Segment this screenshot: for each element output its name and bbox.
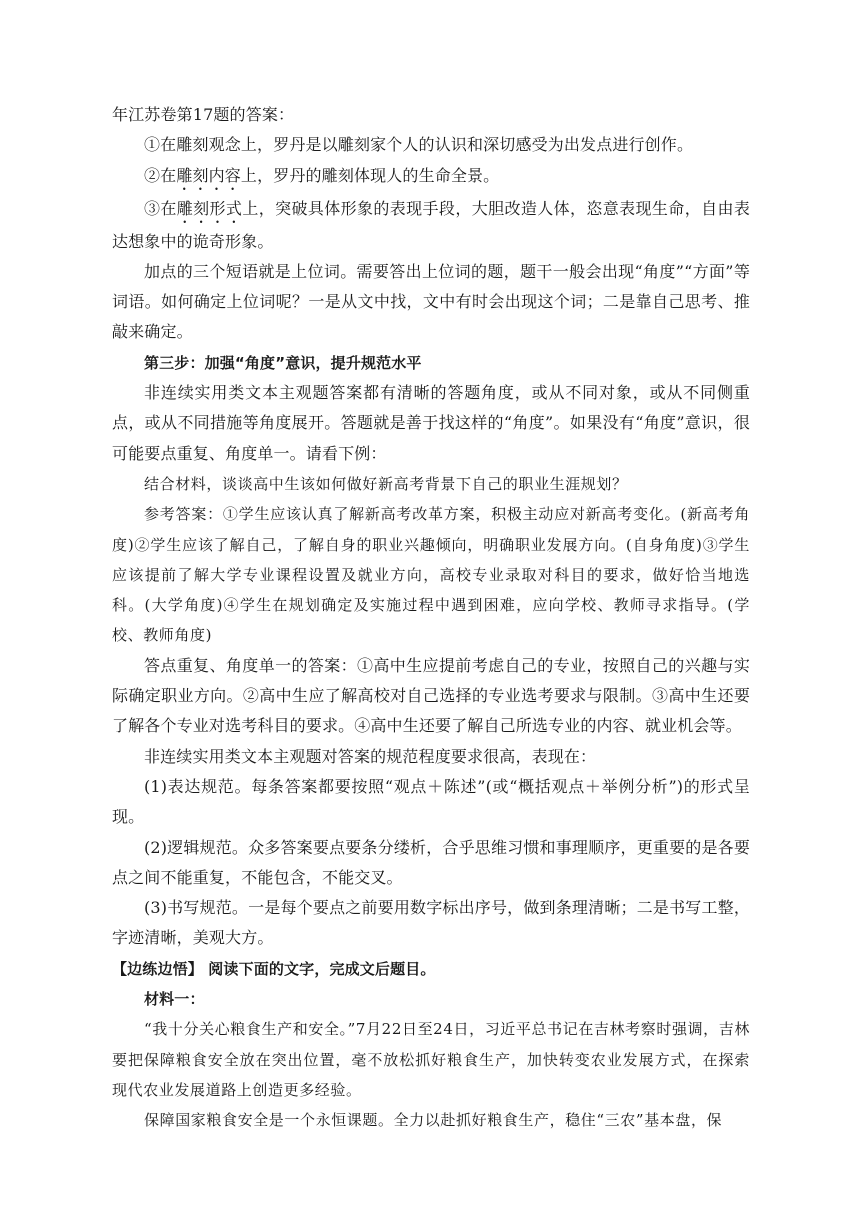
- standard-writing: (3)书写规范。一是每个要点之前要用数字标出序号，做到条理清晰；二是书写工整，字迹清晰，美观大方。: [112, 898, 750, 948]
- answer-point-2: ②在雕刻内容上，罗丹的雕刻体现人的生命全景。: [144, 165, 500, 185]
- practice-heading: 【边练边悟】 阅读下面的文字，完成文后题目。: [112, 959, 436, 978]
- material-one-paragraph-2: 保障国家粮食安全是一个永恒课题。全力以赴抓好粮食生产，稳住“三农”基本盘，保: [144, 1111, 723, 1130]
- emphasized-term: 雕刻内容: [176, 165, 241, 185]
- section-heading-step3: 第三步：加强“角度”意识，提升规范水平: [144, 353, 422, 372]
- standard-expression: (1)表达规范。每条答案都要按照“观点＋陈述”(或“概括观点＋举例分析”)的形式呈现。: [112, 776, 750, 827]
- bad-answer-example: 答点重复、角度单一的答案：①高中生应提前考虑自己的专业，按照自己的兴趣与实际确定职业方向。②高中生应了解高校对自己选择的专业选考要求与限制。③高中生还要了解各个专业对选考科目的要求。④高中生还要了解自己所选专业的内容、就业机会等。: [112, 655, 750, 736]
- emphasized-term: 雕刻形式: [176, 198, 243, 218]
- answer-point-3: ③在雕刻形式上，突破具体形象的表现手段，大胆改造人体，恣意表现生命，自由表达想象中的诡奇形象。: [112, 198, 750, 251]
- answer-point-1: ①在雕刻观念上，罗丹是以雕刻家个人的认识和深切感受为出发点进行创作。: [144, 135, 694, 155]
- material-one-paragraph-1: “我十分关心粮食生产和安全。”7月22日至24日，习近平总书记在吉林考察时强调，吉林要把保障粮食安全放在突出位置，毫不放松抓好粮食生产，加快转变农业发展方式，在探索现代农业发展道路上创造更多经验。: [112, 1020, 750, 1099]
- example-question: 结合材料，谈谈高中生该如何做好新高考背景下自己的职业生涯规划？: [144, 474, 628, 493]
- reference-answer: 参考答案：①学生应该认真了解新高考改革方案，积极主动应对新高考变化。(新高考角度)②学生应该了解自己，了解自身的职业兴趣倾向，明确职业发展方向。(自身角度)③学生应该提前了解大学专业课程设置及就业方向，高校专业录取对科目的要求，做好恰当地选科。(大学角度)④学生在规划确定及实施过程中遇到困难，应向学校、教师寻求指导。(学校、教师角度): [112, 505, 750, 645]
- paragraph-intro: 年江苏卷第17题的答案：: [112, 105, 295, 124]
- paragraph-standards: 非连续实用类文本主观题对答案的规范程度要求很高，表现在：: [144, 746, 597, 766]
- paragraph-explanation: 加点的三个短语就是上位词。需要答出上位词的题，题干一般会出现“角度”“方面”等词语。如何确定上位词呢？一是从文中找，文中有时会出现这个词；二是靠自己思考、推敲来确定。: [112, 261, 750, 342]
- standard-logic: (2)逻辑规范。众多答案要点要条分缕析，合乎思维习惯和事理顺序，更重要的是各要点之间不能重复，不能包含，不能交叉。: [112, 837, 750, 887]
- paragraph-angle-awareness: 非连续实用类文本主观题答案都有清晰的答题角度，或从不同对象，或从不同侧重点，或从不同措施等角度展开。答题就是善于找这样的“角度”。如果没有“角度”意识，很可能要点重复、角度单一。请看下例：: [112, 383, 750, 463]
- document-page: [112, 100, 750, 1136]
- material-one-heading: 材料一：: [144, 990, 205, 1009]
